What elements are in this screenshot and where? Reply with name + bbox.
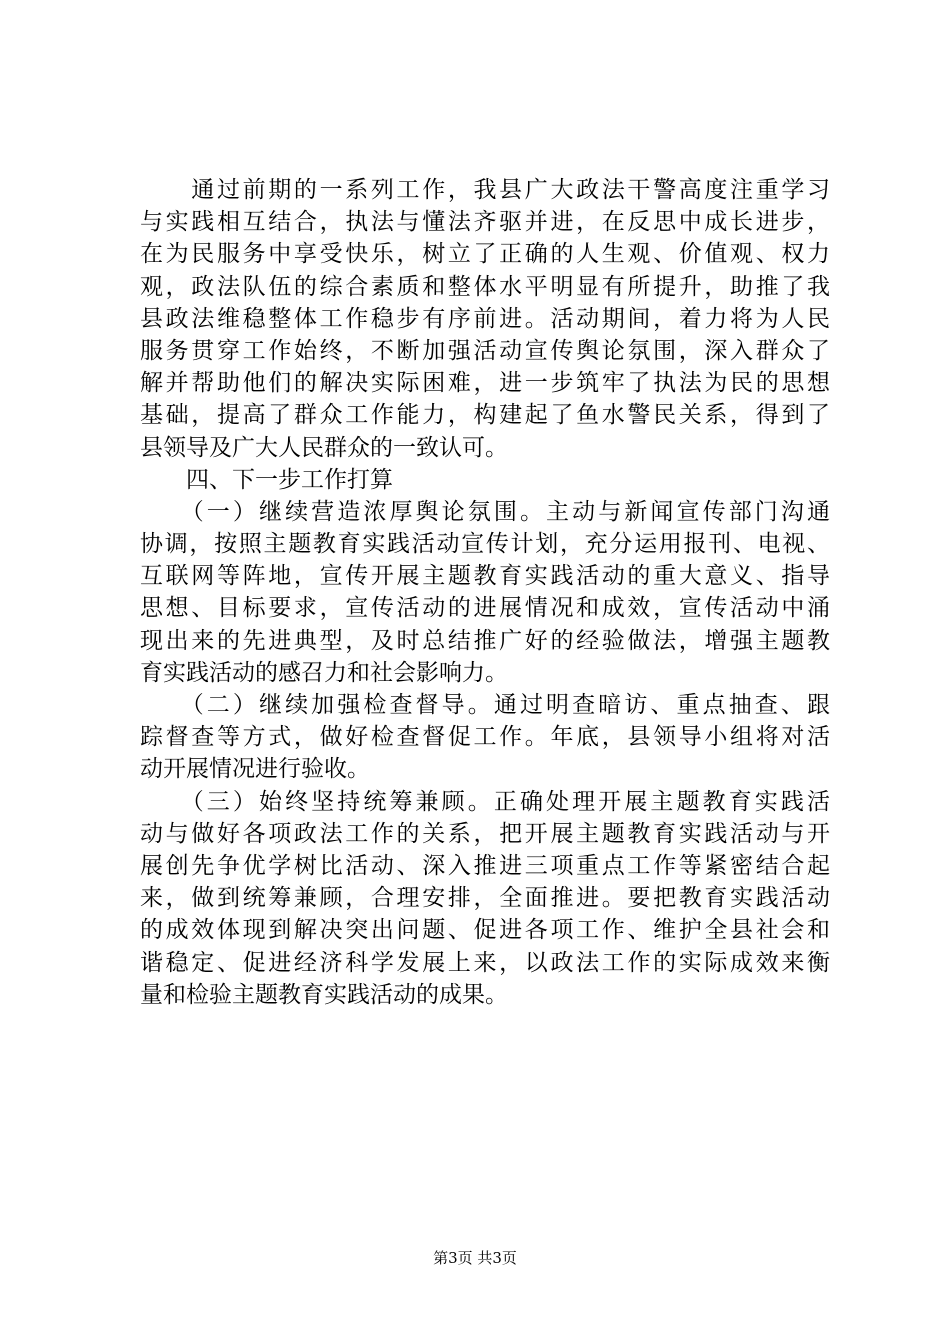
text-line: 县领导及广大人民群众的一致认可。 xyxy=(140,434,508,461)
text-line: （三）始终坚持统筹兼顾。正确处理开展主题教育实践活 xyxy=(140,788,830,815)
text-line: 通过前期的一系列工作，我县广大政法干警高度注重学习 xyxy=(140,177,830,203)
text-line: 思想、目标要求，宣传活动的进展情况和成效，宣传活动中涌 xyxy=(140,595,830,622)
text-line: 协调，按照主题教育实践活动宣传计划，充分运用报刊、电视、 xyxy=(140,531,830,558)
text-line: （二）继续加强检查督导。通过明查暗访、重点抽查、跟 xyxy=(140,692,830,718)
text-line: 育实践活动的感召力和社会影响力。 xyxy=(140,659,508,686)
page-number-footer: 第3页 共3页 xyxy=(433,1249,517,1267)
text-line: 基础，提高了群众工作能力，构建起了鱼水警民关系，得到了 xyxy=(140,402,830,429)
text-line: 在为民服务中享受快乐，树立了正确的人生观、价值观、权力 xyxy=(140,241,830,268)
text-line: 与实践相互结合，执法与懂法齐驱并进，在反思中成长进步， xyxy=(140,209,830,236)
text-line: 动开展情况进行验收。 xyxy=(140,756,370,783)
text-line: 现出来的先进典型，及时总结推广好的经验做法，增强主题教 xyxy=(140,627,830,654)
text-line: 展创先争优学树比活动、深入推进三项重点工作等紧密结合起 xyxy=(140,852,830,879)
text-line: 谐稳定、促进经济科学发展上来，以政法工作的实际成效来衡 xyxy=(140,949,830,976)
text-line: 解并帮助他们的解决实际困难，进一步筑牢了执法为民的思想 xyxy=(140,370,830,397)
text-line: 互联网等阵地，宣传开展主题教育实践活动的重大意义、指导 xyxy=(140,563,830,590)
text-line: 的成效体现到解决突出问题、促进各项工作、维护全县社会和 xyxy=(140,917,830,944)
text-line: 动与做好各项政法工作的关系，把开展主题教育实践活动与开 xyxy=(140,820,830,847)
text-line: （一）继续营造浓厚舆论氛围。主动与新闻宣传部门沟通 xyxy=(140,498,830,525)
text-line: 县政法维稳整体工作稳步有序前进。活动期间，着力将为人民 xyxy=(140,305,830,332)
text-line: 踪督查等方式，做好检查督促工作。年底，县领导小组将对活 xyxy=(140,724,830,751)
text-line: 服务贯穿工作始终，不断加强活动宣传舆论氛围，深入群众了 xyxy=(140,337,830,364)
body-text xyxy=(140,174,830,1011)
text-line: 量和检验主题教育实践活动的成果。 xyxy=(140,981,508,1008)
section-heading: 四、下一步工作打算 xyxy=(140,466,393,493)
text-line: 来，做到统筹兼顾，合理安排，全面推进。要把教育实践活动 xyxy=(140,885,830,912)
text-line: 观，政法队伍的综合素质和整体水平明显有所提升，助推了我 xyxy=(140,273,830,300)
